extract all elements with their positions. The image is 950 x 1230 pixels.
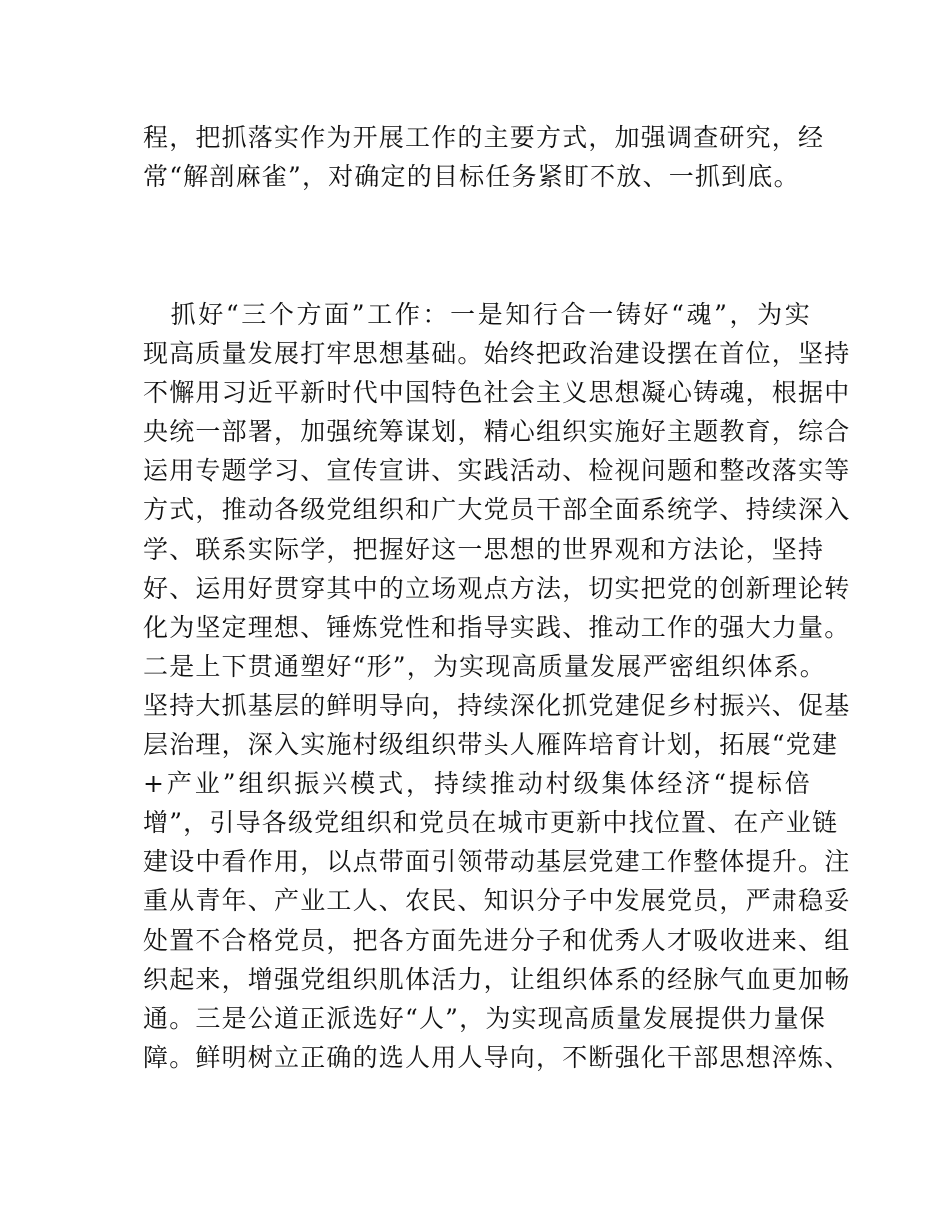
text-line: 现高质量发展打牢思想基础。始终把政治建设摆在首位，坚持 (143, 339, 851, 369)
text-line: 不懈用习近平新时代中国特色社会主义思想凝心铸魂，根据中 (143, 378, 851, 408)
text-line: 增”，引导各级党组织和党员在城市更新中找位置、在产业链 (143, 808, 839, 838)
text-line: 运用专题学习、宣传宣讲、实践活动、检视问题和整改落实等 (143, 456, 851, 486)
text-line: 常“解剖麻雀”，对确定的目标任务紧盯不放、一抓到底。 (143, 162, 800, 191)
text-line: 织起来，增强党组织肌体活力，让组织体系的经脉气血更加畅 (143, 964, 851, 994)
paragraph-2 (143, 295, 851, 1077)
text-line: 通。三是公道正派选好“人”，为实现高质量发展提供力量保 (143, 1003, 826, 1033)
text-line: 化为坚定理想、锤炼党性和指导实践、推动工作的强大力量。 (143, 612, 851, 642)
text-line: 学、联系实际学，把握好这一思想的世界观和方法论，坚持 (143, 534, 825, 564)
text-line: 障。鲜明树立正确的选人用人导向，不断强化干部思想淬炼、 (143, 1042, 851, 1072)
text-line: 建设中看作用，以点带面引领带动基层党建工作整体提升。注 (143, 847, 851, 877)
text-line: 坚持大抓基层的鲜明导向，持续深化抓党建促乡村振兴、促基 (143, 690, 851, 720)
text-line: 方式，推动各级党组织和广大党员干部全面系统学、持续深入 (143, 495, 851, 525)
text-line: 重从青年、产业工人、农民、知识分子中发展党员，严肃稳妥 (143, 886, 851, 916)
text-line: +产业”组织振兴模式，持续推动村级集体经济“提标倍 (143, 769, 811, 799)
text-line: 处置不合格党员，把各方面先进分子和优秀人才吸收进来、组 (143, 925, 851, 955)
text-line: 抓好“三个方面”工作：一是知行合一铸好“魂”，为实 (143, 300, 811, 329)
text-line: 央统一部署，加强统筹谋划，精心组织实施好主题教育，综合 (143, 417, 851, 447)
text-line: 层治理，深入实施村级组织带头人雁阵培育计划，拓展“党建 (143, 730, 839, 760)
text-line: 好、运用好贯穿其中的立场观点方法，切实把党的创新理论转 (143, 573, 851, 603)
text-line: 程，把抓落实作为开展工作的主要方式，加强调查研究，经 (143, 123, 825, 152)
text-line: 二是上下贯通塑好“形”，为实现高质量发展严密组织体系。 (143, 651, 826, 681)
paragraph-1 (143, 118, 825, 196)
